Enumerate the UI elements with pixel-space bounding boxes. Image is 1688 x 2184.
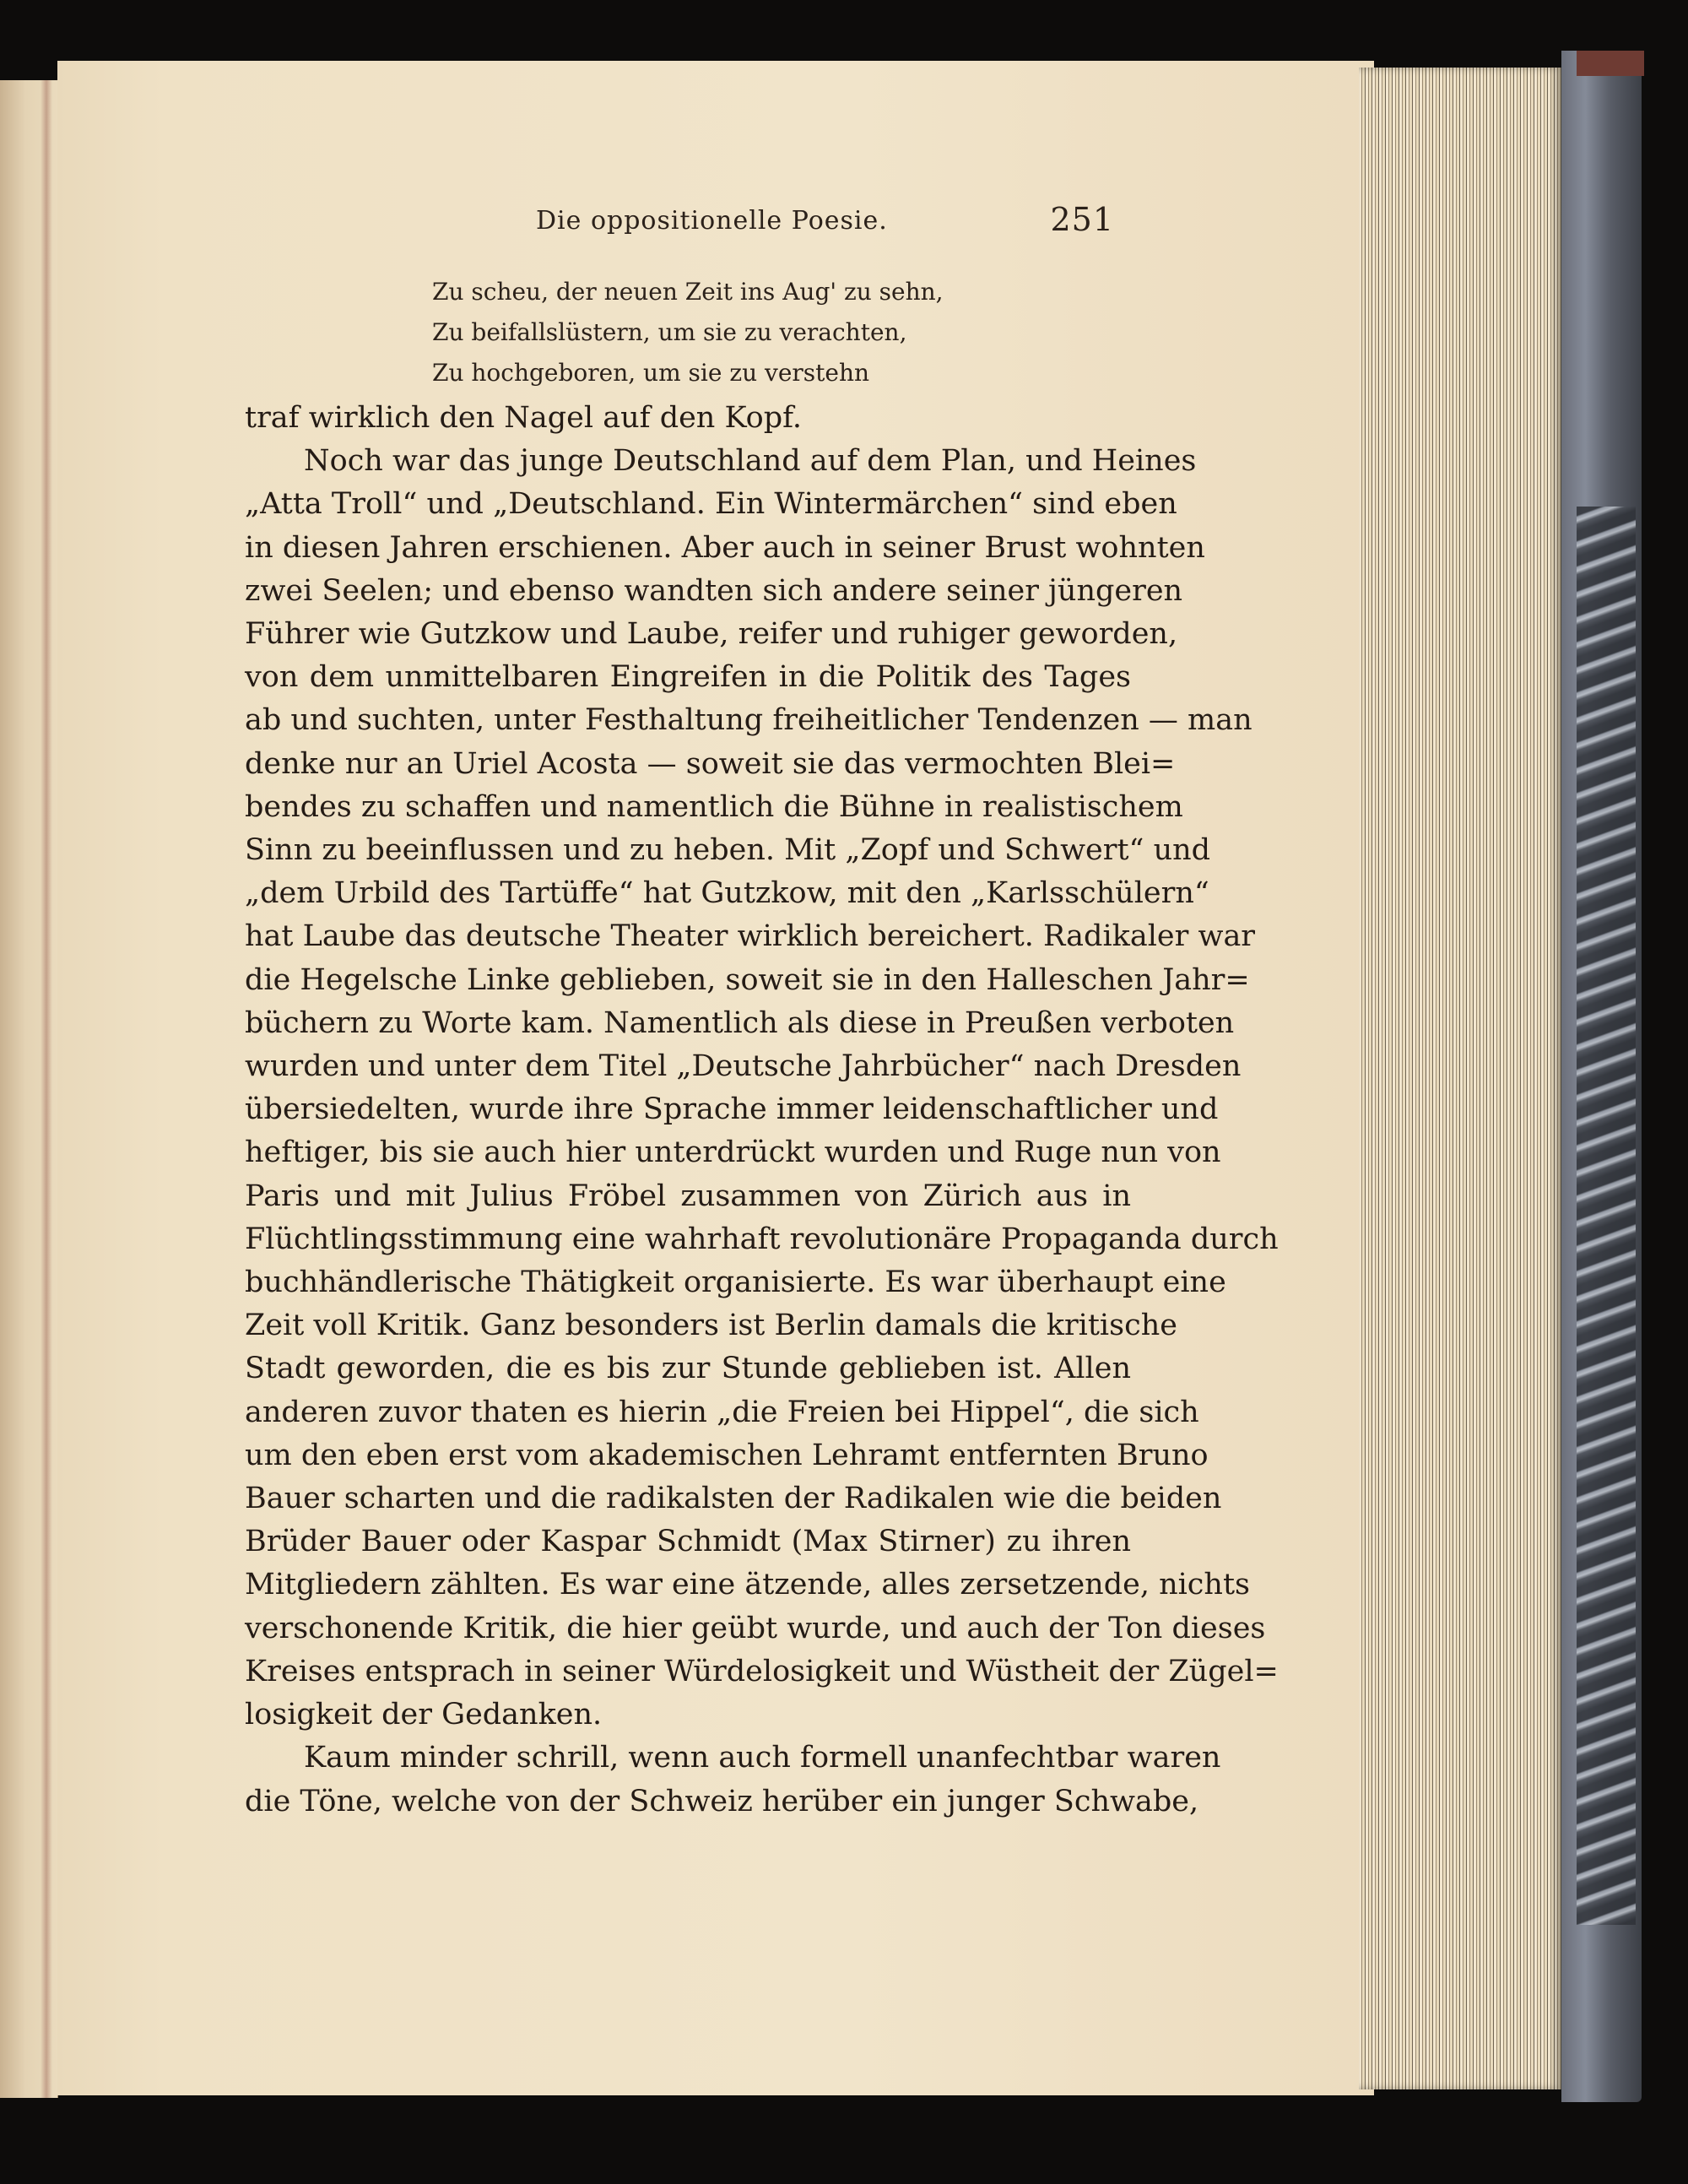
body-text — [245, 397, 1279, 1824]
text-line: Sinn zu beeinflussen und zu heben. Mit „Zopf und Schwert“ und — [245, 833, 1211, 868]
marbled-cover-edge — [1577, 507, 1636, 1925]
text-line: Mitgliedern zählten. Es war eine ätzende, alles zersetzende, nichts — [245, 1568, 1250, 1602]
text-line: von dem unmittelbaren Eingreifen in die Politik des Tages — [245, 660, 1131, 695]
page-number: 251 — [1050, 201, 1114, 238]
text-line: übersiedelten, wurde ihre Sprache immer leidenschaftlicher und — [245, 1092, 1219, 1127]
text-line: losigkeit der Gedanken. — [245, 1698, 603, 1732]
text-line: Noch war das junge Deutschland auf dem Plan, und Heines — [304, 444, 1197, 479]
text-line: heftiger, bis sie auch hier unterdrückt wurden und Ruge nun von — [245, 1135, 1221, 1170]
text-line: „dem Urbild des Tartüffe“ hat Gutzkow, mit den „Karlsschülern“ — [245, 876, 1209, 911]
binding-shadow — [41, 80, 52, 2098]
text-line: buchhändlerische Thätigkeit organisierte. Es war überhaupt eine — [245, 1265, 1226, 1300]
text-line: Führer wie Gutzkow und Laube, reifer und ruhiger geworden, — [245, 617, 1178, 652]
running-header — [253, 201, 1114, 257]
text-line: in diesen Jahren erschienen. Aber auch in seiner Brust wohnten — [245, 530, 1205, 565]
running-title: Die oppositionelle Poesie. — [536, 206, 888, 236]
text-line: Brüder Bauer oder Kaspar Schmidt (Max Stirner) zu ihren — [245, 1525, 1131, 1559]
text-line: hat Laube das deutsche Theater wirklich bereichert. Radikaler war — [245, 919, 1256, 954]
text-line: die Hegelsche Linke geblieben, soweit sie in den Halleschen Jahr= — [245, 962, 1250, 997]
text-line: traf wirklich den Nagel auf den Kopf. — [245, 401, 802, 435]
text-line: um den eben erst vom akademischen Lehramt entfernten Bruno — [245, 1438, 1209, 1472]
text-line: „Atta Troll“ und „Deutschland. Ein Wintermärchen“ sind eben — [245, 487, 1177, 522]
text-line: büchern zu Worte kam. Namentlich als diese in Preußen verboten — [245, 1005, 1235, 1040]
text-line: die Töne, welche von der Schweiz herüber ein junger Schwabe, — [245, 1784, 1199, 1818]
text-line: Kaum minder schrill, wenn auch formell unanfechtbar waren — [304, 1741, 1221, 1775]
text-line: Stadt geworden, die es bis zur Stunde geblieben ist. Allen — [245, 1352, 1131, 1386]
verse-line: Zu hochgeboren, um sie zu verstehn — [432, 359, 870, 387]
verse-line: Zu beifallslüstern, um sie zu verachten, — [432, 318, 907, 346]
text-line: ab und suchten, unter Festhaltung freiheitlicher Tendenzen — man — [245, 703, 1252, 738]
text-line: verschonende Kritik, die hier geübt wurde, und auch der Ton dieses — [245, 1611, 1266, 1645]
text-line: Flüchtlingsstimmung eine wahrhaft revolutionäre Propaganda durch — [245, 1222, 1279, 1256]
text-line: wurden und unter dem Titel „Deutsche Jahrbücher“ nach Dresden — [245, 1049, 1242, 1084]
text-line: denke nur an Uriel Acosta — soweit sie das vermochten Blei= — [245, 746, 1176, 781]
text-line: anderen zuvor thaten es hierin „die Freien bei Hippel“, die sich — [245, 1395, 1199, 1429]
cover-corner — [1577, 51, 1644, 76]
verse-quote — [432, 272, 1023, 393]
text-line: zwei Seelen; und ebenso wandten sich andere seiner jüngeren — [245, 573, 1183, 608]
text-line: Kreises entsprach in seiner Würdelosigkeit und Wüstheit der Zügel= — [245, 1654, 1279, 1688]
page-block-edges — [1359, 68, 1561, 2089]
text-line: bendes zu schaffen und namentlich die Bühne in realistischem — [245, 789, 1183, 824]
text-line: Paris und mit Julius Fröbel zusammen von Zürich aus in — [245, 1179, 1131, 1213]
text-line: Bauer scharten und die radikalsten der Radikalen wie die beiden — [245, 1482, 1222, 1516]
verse-line: Zu scheu, der neuen Zeit ins Aug' zu sehn, — [432, 278, 944, 306]
text-line: Zeit voll Kritik. Ganz besonders ist Berlin damals die kritische — [245, 1309, 1177, 1343]
